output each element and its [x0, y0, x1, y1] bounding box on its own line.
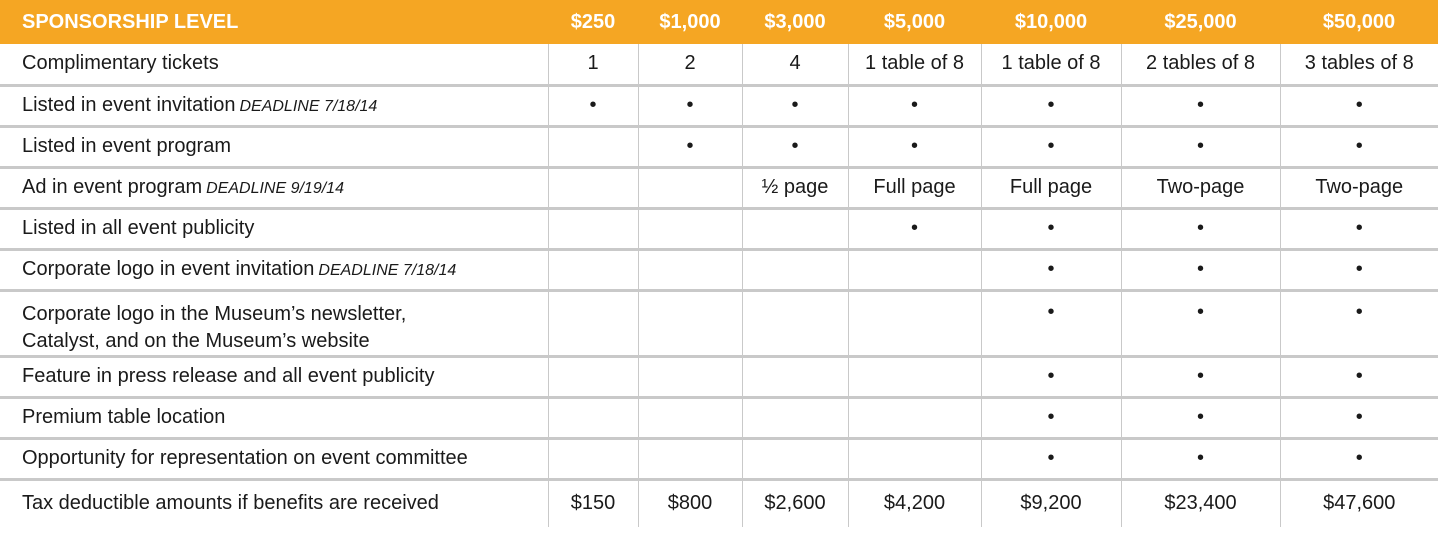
table-cell: ½ page — [742, 167, 848, 208]
level-3000: $3,000 — [764, 10, 826, 33]
table-cell — [638, 397, 742, 438]
row-label — [0, 249, 548, 290]
table-cell: • — [981, 85, 1121, 126]
table-row — [0, 44, 1438, 85]
table-cell: • — [638, 85, 742, 126]
table-cell — [548, 167, 638, 208]
table-cell: • — [981, 397, 1121, 438]
table-cell — [638, 290, 742, 356]
table-cell: • — [1280, 397, 1438, 438]
table-cell — [848, 249, 981, 290]
table-cell: 4 — [742, 44, 848, 85]
table-cell: • — [1280, 290, 1438, 356]
row-label — [0, 438, 548, 479]
table-cell: • — [981, 356, 1121, 397]
table-cell — [638, 208, 742, 249]
table-cell: 1 — [548, 44, 638, 85]
table-cell: • — [1280, 85, 1438, 126]
table-row — [0, 126, 1438, 167]
benefit-label: Ad in event program — [22, 175, 203, 198]
table-cell: • — [848, 208, 981, 249]
table-cell: • — [848, 85, 981, 126]
benefit-label-line2: Catalyst, and on the Museum’s website — [22, 329, 370, 352]
table-cell: $2,600 — [742, 479, 848, 527]
table-cell — [848, 290, 981, 356]
table-cell: • — [1280, 249, 1438, 290]
benefit-label: Opportunity for representation on event committee — [22, 447, 468, 469]
table-cell: • — [1121, 290, 1280, 356]
table-cell: • — [548, 85, 638, 126]
level-10000: $10,000 — [1014, 10, 1088, 33]
table-cell — [742, 208, 848, 249]
table-cell: • — [1121, 356, 1280, 397]
table-cell — [548, 208, 638, 249]
table-cell: $150 — [548, 479, 638, 527]
row-label — [0, 356, 548, 397]
table-row — [0, 290, 1438, 356]
table-cell — [548, 290, 638, 356]
table-cell: Full page — [981, 167, 1121, 208]
table-cell: $47,600 — [1280, 479, 1438, 527]
table-cell: • — [638, 126, 742, 167]
table-cell — [742, 356, 848, 397]
row-label — [0, 44, 548, 85]
benefit-label: Feature in press release and all event publicity — [22, 365, 435, 387]
row-label — [0, 397, 548, 438]
table-cell: • — [1121, 249, 1280, 290]
table-cell — [742, 249, 848, 290]
table-cell: 2 — [638, 44, 742, 85]
table-cell — [742, 397, 848, 438]
benefit-label: Corporate logo in event invitation — [22, 257, 315, 280]
table-cell — [548, 438, 638, 479]
table-cell: 1 table of 8 — [981, 44, 1121, 85]
table-row — [0, 356, 1438, 397]
table-cell: • — [1121, 208, 1280, 249]
benefit-label: Premium table location — [22, 406, 226, 428]
table-cell: • — [1280, 438, 1438, 479]
benefit-label: Corporate logo in the Museum’s newsletter, — [22, 302, 407, 325]
table-cell — [548, 356, 638, 397]
table-cell: • — [981, 290, 1121, 356]
table-row — [0, 208, 1438, 249]
table-cell: • — [1280, 356, 1438, 397]
level-25000: $25,000 — [1164, 10, 1237, 33]
benefit-label: Listed in event invitation — [22, 93, 236, 116]
table-cell — [742, 438, 848, 479]
row-label — [0, 85, 548, 126]
table-cell: $9,200 — [981, 479, 1121, 527]
table-row — [0, 479, 1438, 527]
table-cell: $23,400 — [1121, 479, 1280, 527]
table-cell — [548, 249, 638, 290]
table-row — [0, 397, 1438, 438]
deadline-note: DEADLINE 9/19/14 — [206, 179, 344, 197]
benefit-label: Listed in event program — [22, 135, 232, 157]
benefit-label: Tax deductible amounts if benefits are received — [22, 492, 439, 515]
level-5000: $5,000 — [883, 10, 946, 33]
table-cell: • — [848, 126, 981, 167]
table-cell: Two-page — [1280, 167, 1438, 208]
table-cell: • — [1121, 85, 1280, 126]
table-cell: Two-page — [1121, 167, 1280, 208]
benefit-label: Complimentary tickets — [22, 52, 219, 75]
table-cell: • — [981, 126, 1121, 167]
table-cell — [548, 397, 638, 438]
table-cell: • — [742, 85, 848, 126]
table-cell: $4,200 — [848, 479, 981, 527]
table-cell — [638, 356, 742, 397]
table-cell — [638, 438, 742, 479]
table-cell: • — [1121, 126, 1280, 167]
table-cell — [638, 167, 742, 208]
table-cell — [848, 397, 981, 438]
table-row — [0, 85, 1438, 126]
header-label: SPONSORSHIP LEVEL — [22, 10, 239, 33]
level-250: $250 — [570, 10, 616, 33]
table-cell: • — [981, 249, 1121, 290]
deadline-note: DEADLINE 7/18/14 — [239, 97, 378, 115]
table-cell: 1 table of 8 — [848, 44, 981, 85]
row-label — [0, 208, 548, 249]
table-row — [0, 249, 1438, 290]
table-row — [0, 438, 1438, 479]
level-1000: $1,000 — [659, 10, 721, 33]
table-cell — [742, 290, 848, 356]
row-label — [0, 479, 548, 527]
table-cell — [848, 438, 981, 479]
table-cell: 3 tables of 8 — [1280, 44, 1438, 85]
table-row — [0, 167, 1438, 208]
table-cell: • — [1280, 208, 1438, 249]
row-label — [0, 167, 548, 208]
row-label — [0, 126, 548, 167]
table-cell: • — [1121, 438, 1280, 479]
table-cell — [638, 249, 742, 290]
row-label — [0, 290, 548, 356]
table-cell: • — [981, 438, 1121, 479]
table-cell: • — [1280, 126, 1438, 167]
table-cell — [548, 126, 638, 167]
table-cell: Full page — [848, 167, 981, 208]
table-cell — [848, 356, 981, 397]
table-cell: 2 tables of 8 — [1121, 44, 1280, 85]
table-cell: • — [981, 208, 1121, 249]
table-cell: $800 — [638, 479, 742, 527]
table-cell: • — [1121, 397, 1280, 438]
deadline-note: DEADLINE 7/18/14 — [318, 261, 457, 279]
header-row — [0, 0, 1438, 44]
table-cell: • — [742, 126, 848, 167]
level-50000: $50,000 — [1322, 10, 1396, 33]
benefit-label: Listed in all event publicity — [22, 217, 255, 239]
